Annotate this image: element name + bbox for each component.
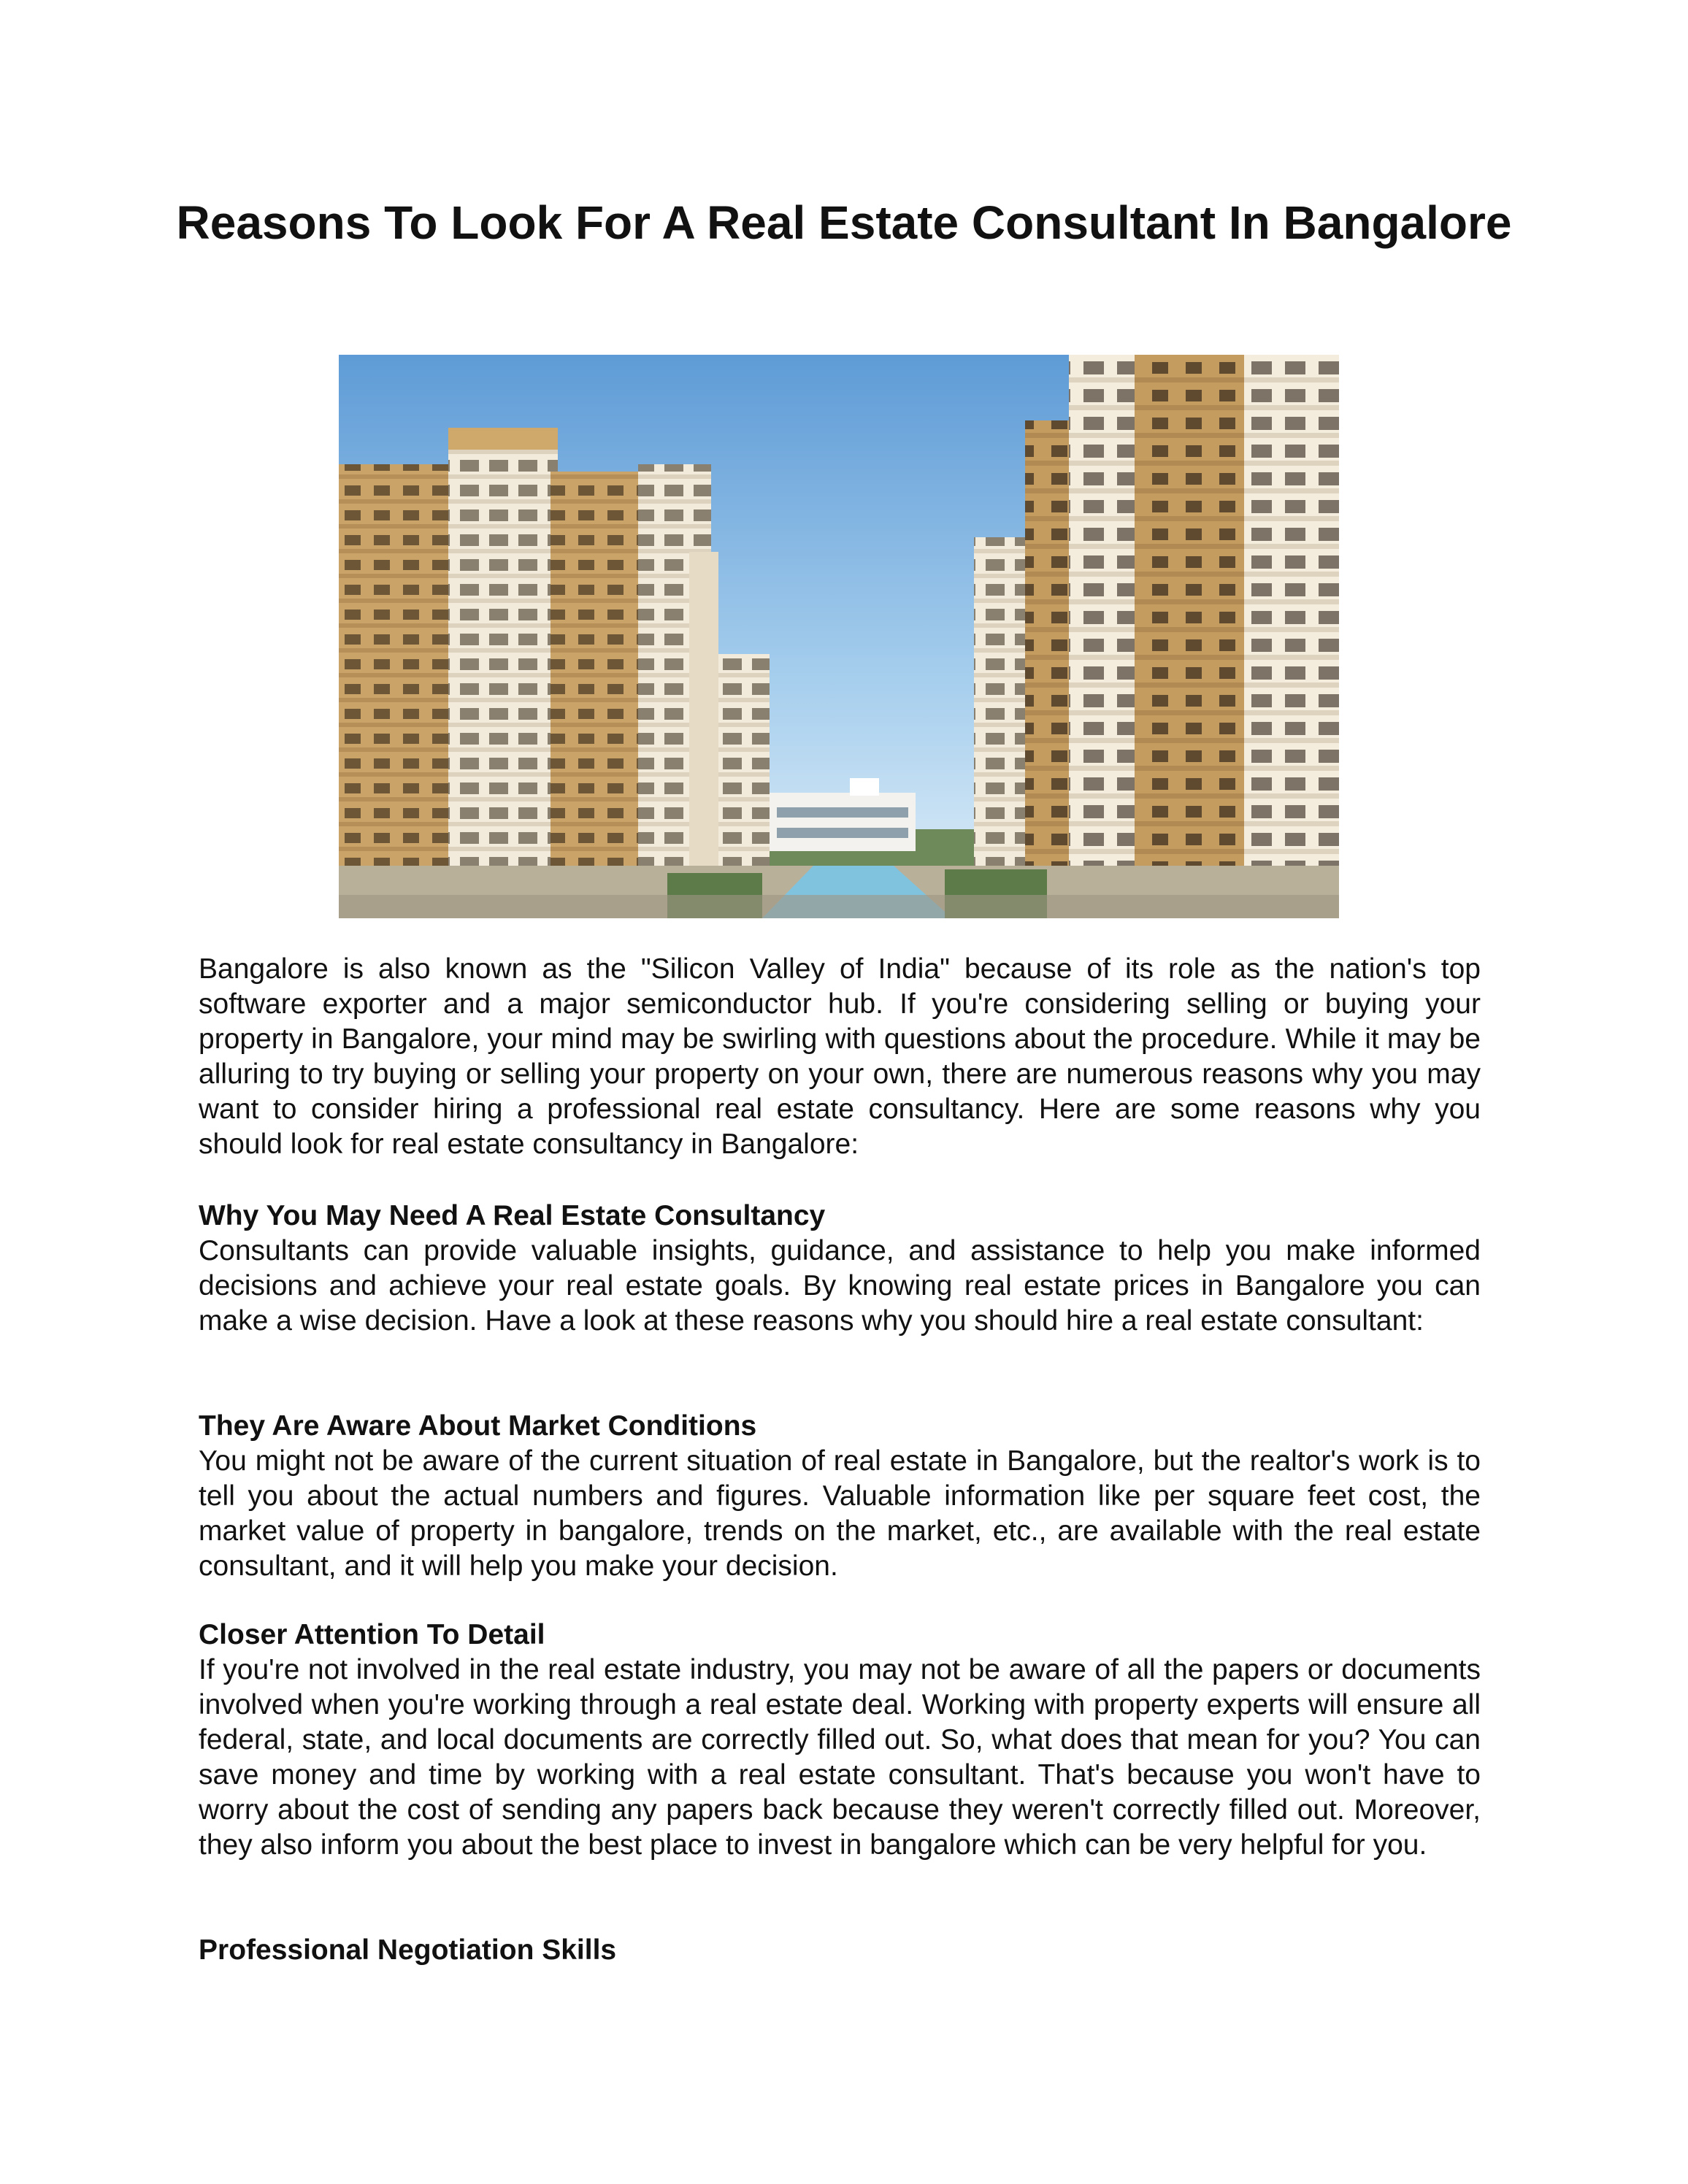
heading-market-conditions: They Are Aware About Market Conditions: [199, 1410, 757, 1442]
paragraph-market-conditions: You might not be aware of the current situation of real estate in Bangalore, but the realtor's work is to tell you about the actual numbers and figures. Valuable information like per square feet cost, the market value of property in bangalore, trends on the market, etc., are available with the real estate consultant, and it will help you make your decision.: [199, 1445, 1481, 1582]
heading-attention-to-detail: Closer Attention To Detail: [199, 1619, 545, 1650]
heading-why-consultancy: Why You May Need A Real Estate Consultancy: [199, 1200, 826, 1231]
heading-negotiation-skills: Professional Negotiation Skills: [199, 1934, 617, 1966]
hero-image-apartment-towers: [339, 355, 1339, 918]
paragraph-why-consultancy: Consultants can provide valuable insights, guidance, and assistance to help you make informed decisions and achieve your real estate goals. By knowing real estate prices in Bangalore you can make a wise decision. Have a look at these reasons why you should hire a real estate consultant:: [199, 1235, 1481, 1337]
paragraph-attention-to-detail: If you're not involved in the real estate industry, you may not be aware of all the papers or documents involved when you're working through a real estate deal. Working with property experts will ensure all federal, state, and local documents are correctly filled out. So, what does that mean for you? You can save money and time by working with a real estate consultant. That's because you won't have to worry about the cost of sending any papers back because they weren't correctly filled out. Moreover, they also inform you about the best place to invest in bangalore which can be very helpful for you.: [199, 1654, 1481, 1861]
page-title: Reasons To Look For A Real Estate Consultant In Bangalore: [176, 196, 1512, 249]
intro-paragraph: Bangalore is also known as the "Silicon Valley of India" because of its role as the nation's top software exporter and a major semiconductor hub. If you're considering selling or buying your property in Bangalore, your mind may be swirling with questions about the procedure. While it may be alluring to try buying or selling your property on your own, there are numerous reasons why you may want to consider hiring a professional real estate consultancy. Here are some reasons why you should look for real estate consultancy in Bangalore:: [199, 953, 1481, 1160]
